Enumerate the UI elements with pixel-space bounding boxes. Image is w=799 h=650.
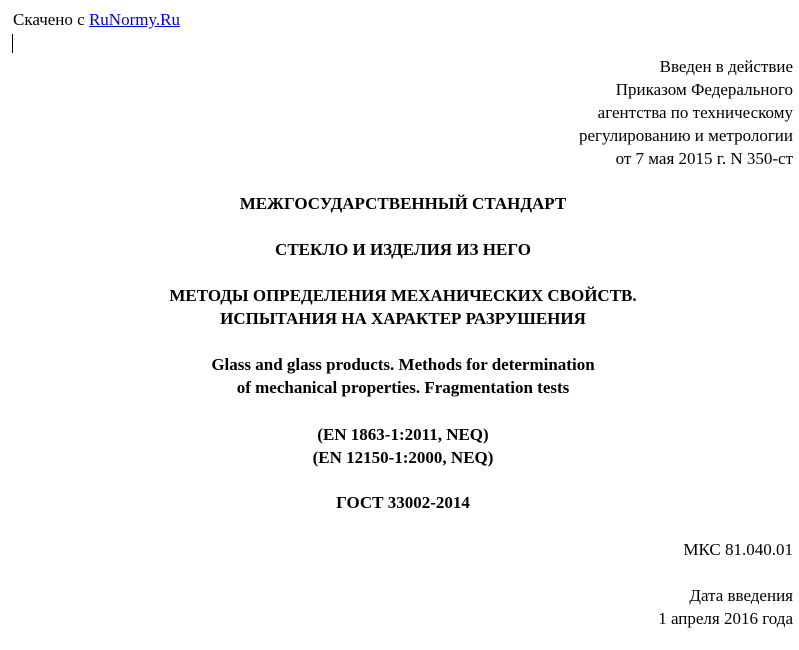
standard-category [0,192,799,215]
standard-number-text: ГОСТ 33002-2014 [336,493,470,512]
mks-code: МКС 81.040.01 [683,540,793,559]
standard-category-text: МЕЖГОСУДАРСТВЕННЫЙ СТАНДАРТ [239,194,567,213]
text-cursor [12,34,13,53]
source-line [13,8,180,31]
subtitle-ru-line: МЕТОДЫ ОПРЕДЕЛЕНИЯ МЕХАНИЧЕСКИХ СВОЙСТВ. [169,286,637,305]
approval-line: Приказом Федерального [615,80,793,99]
standard-title-en [0,353,799,399]
subtitle-ru-line: ИСПЫТАНИЯ НА ХАРАКТЕР РАЗРУШЕНИЯ [220,309,586,328]
effective-date: 1 апреля 2016 года [658,609,793,628]
standard-subtitle-ru [0,284,799,330]
standard-title-ru [0,238,799,261]
title-en-line: Glass and glass products. Methods for determination [211,355,595,374]
classification-block [683,538,793,561]
title-en-line: of mechanical properties. Fragmentation tests [236,378,570,397]
source-link[interactable]: RuNormy.Ru [88,10,180,29]
approval-block [579,55,793,170]
standard-title-ru-text: СТЕКЛО И ИЗДЕЛИЯ ИЗ НЕГО [275,240,531,259]
approval-line: Введен в действие [659,57,793,76]
standard-references [0,423,799,469]
reference-line: (EN 12150-1:2000, NEQ) [312,448,494,467]
effective-label: Дата введения [689,586,793,605]
approval-line: агентства по техническому [597,103,793,122]
reference-line: (EN 1863-1:2011, NEQ) [317,425,489,444]
standard-number [0,491,799,514]
approval-line: от 7 мая 2015 г. N 350-ст [615,149,793,168]
source-prefix: Скачено с [13,10,89,29]
approval-line: регулированию и метрологии [578,126,793,145]
effective-date-block [658,584,793,630]
